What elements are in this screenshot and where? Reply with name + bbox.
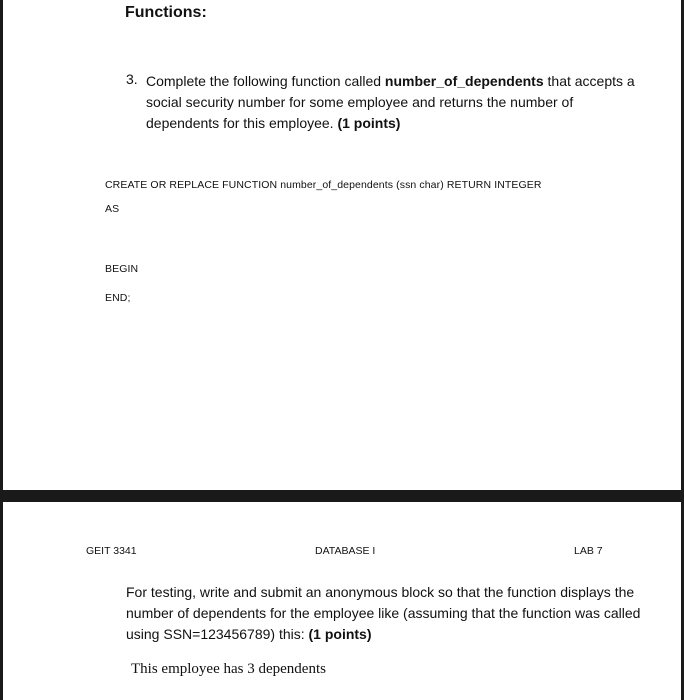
section-title: Functions: [125, 4, 207, 21]
page-divider [0, 490, 684, 502]
question-text-after: that accepts a social security number for some employee and returns the number of dependents for this employee. [146, 73, 635, 131]
code-line-end: END; [105, 292, 131, 304]
question-text-before: Complete the following function called [146, 73, 385, 89]
sample-output: This employee has 3 dependents [131, 661, 326, 677]
code-line-create: CREATE OR REPLACE FUNCTION number_of_dependents (ssn char) RETURN INTEGER [105, 179, 542, 191]
header-lab: LAB 7 [574, 545, 603, 557]
question-points: (1 points) [337, 115, 401, 131]
header-subject: DATABASE I [315, 545, 376, 557]
header-course: GEIT 3341 [86, 545, 137, 557]
testing-points: (1 points) [308, 626, 372, 642]
code-line-as: AS [105, 203, 120, 215]
code-line-begin: BEGIN [105, 263, 139, 275]
testing-text: For testing, write and submit an anonymous block so that the function displays the number of dependents for the employee like (assuming that the function was called using SSN=123456789) this: [126, 584, 641, 642]
function-name: number_of_dependents [384, 73, 544, 89]
question-text [146, 71, 646, 134]
testing-instructions [126, 582, 641, 645]
page-bottom [0, 502, 684, 700]
question-number: 3. [126, 71, 138, 87]
